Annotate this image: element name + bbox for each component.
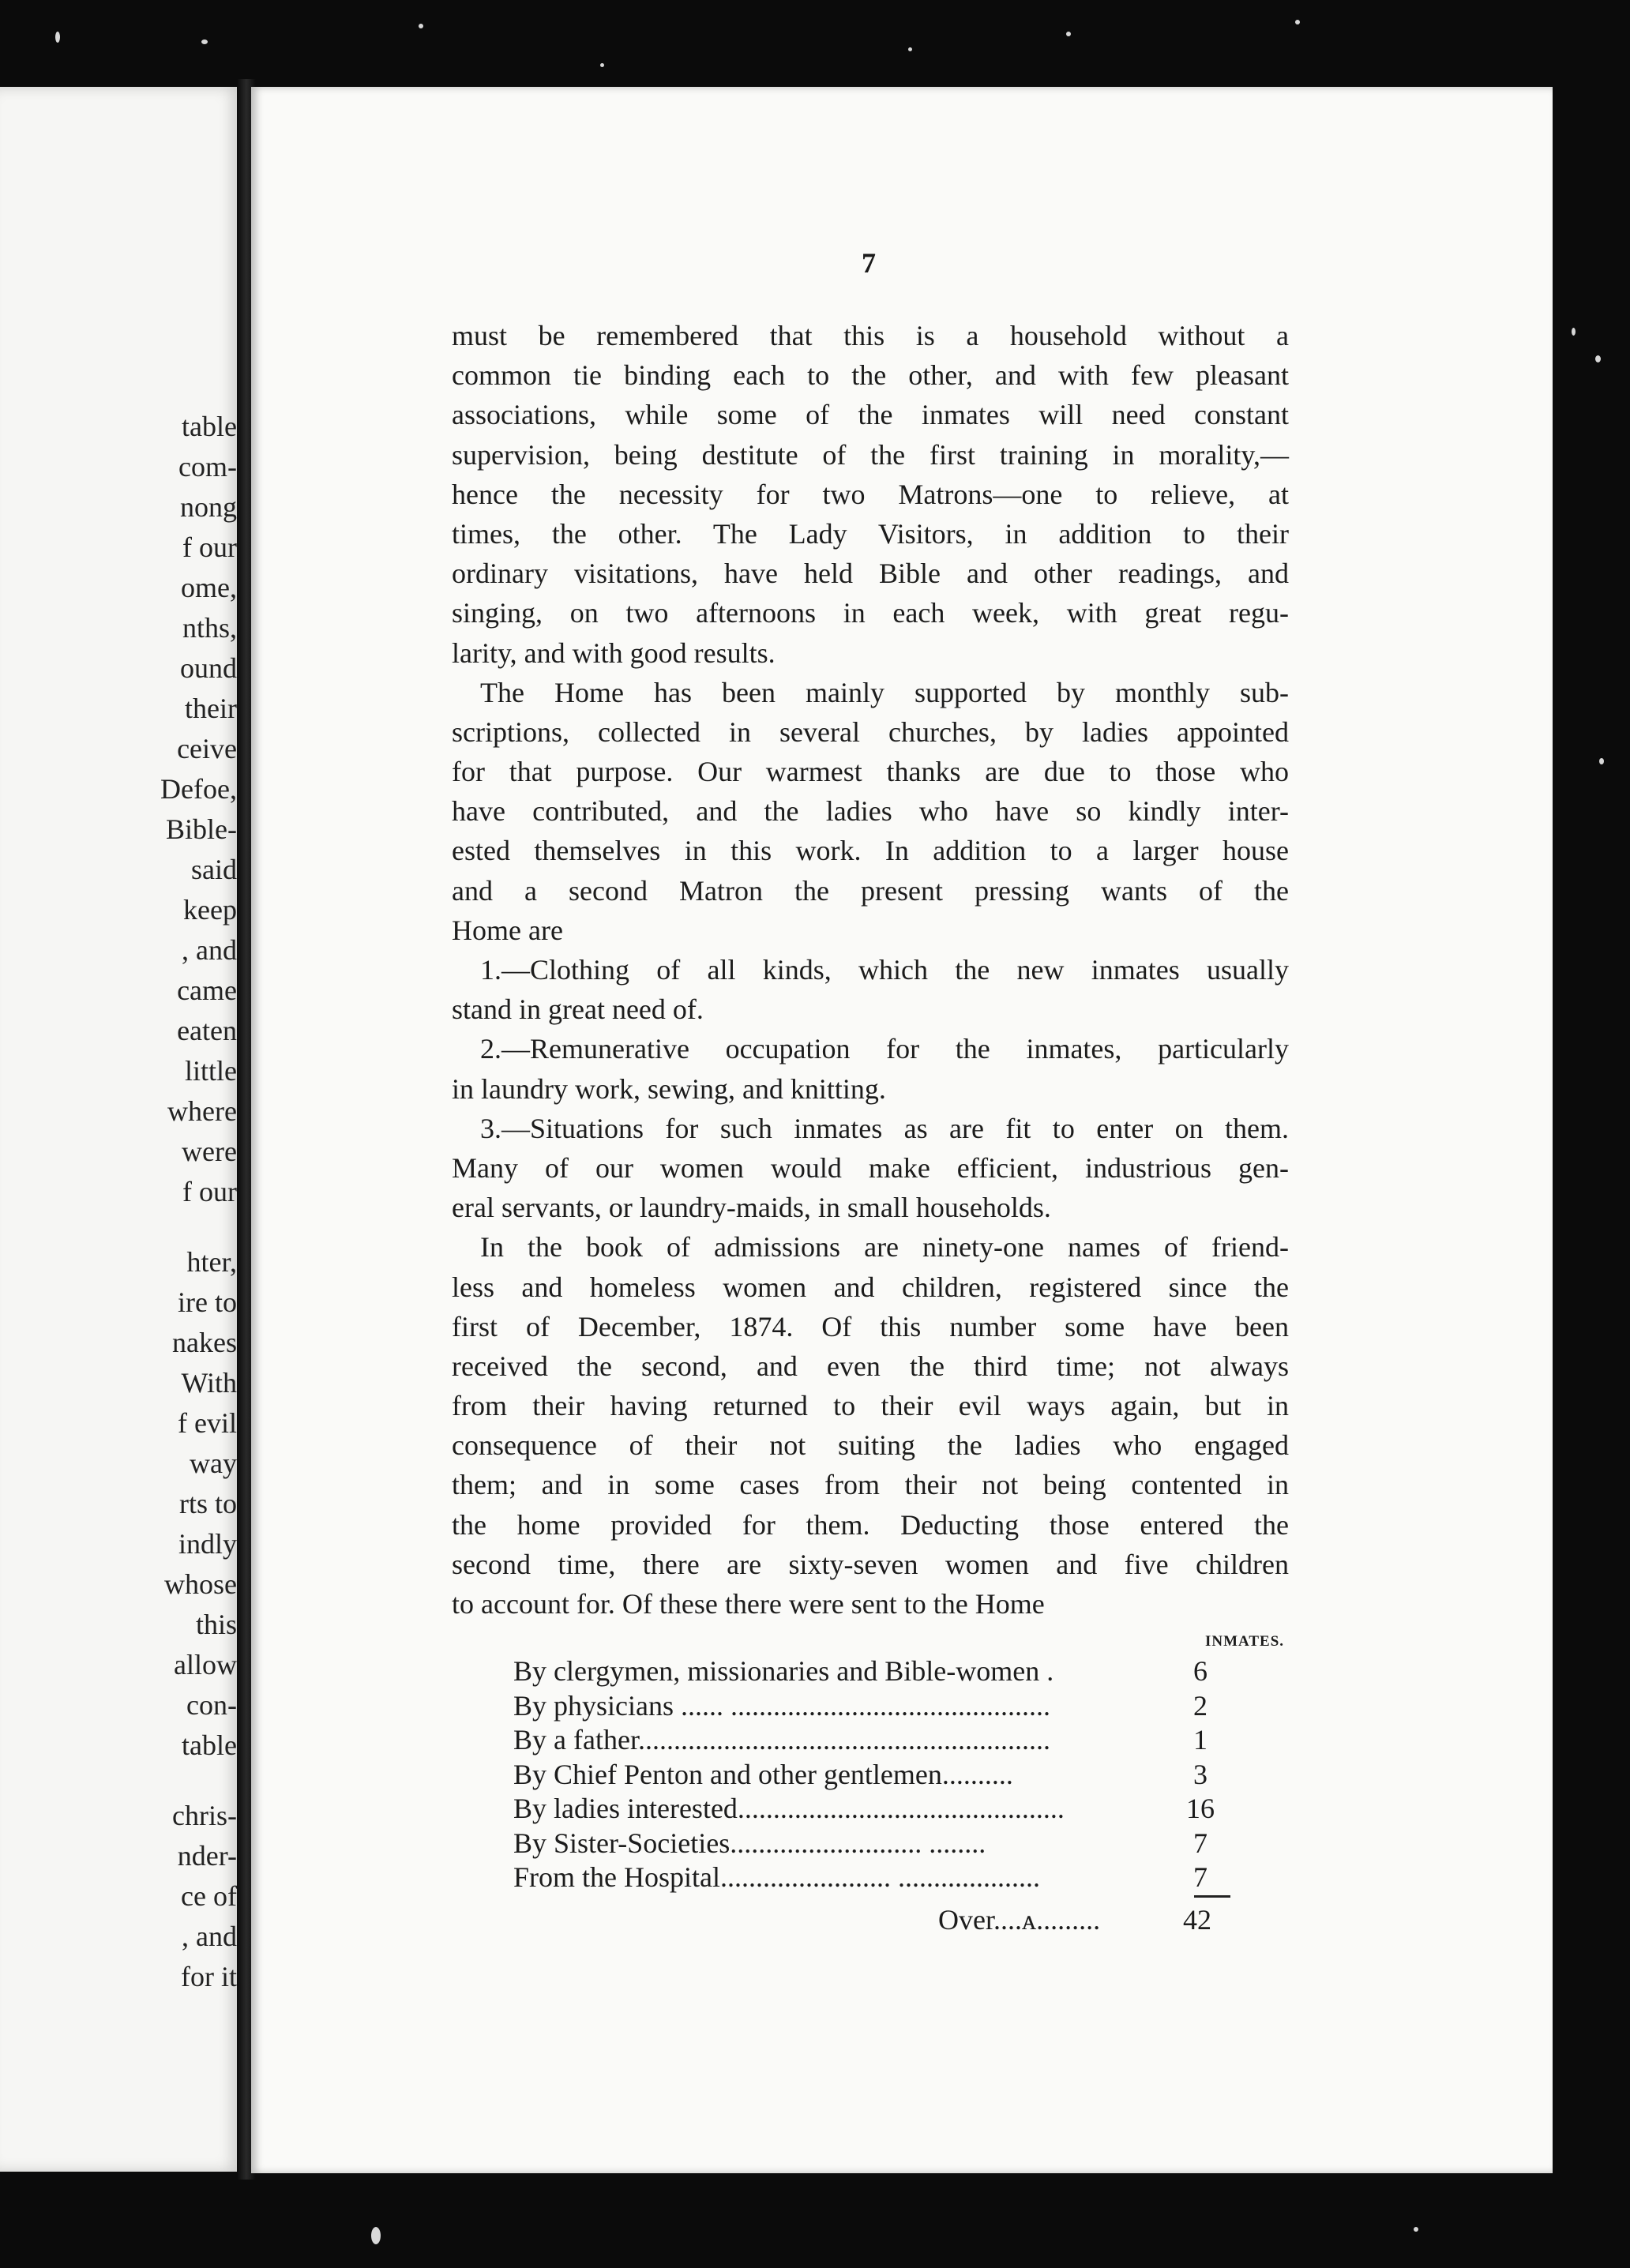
row-label: By a father.......................................................... — [513, 1724, 1050, 1755]
text-line: ordinary visitations, have held Bible and other readings, and — [452, 558, 1289, 590]
row-value: 7 — [1193, 1861, 1207, 1893]
scan-speck — [908, 47, 912, 51]
total-row — [938, 1903, 1238, 1936]
scan-speck — [1414, 2227, 1418, 2232]
left-page-line: nths, — [182, 612, 237, 644]
left-page-line: nder- — [177, 1840, 237, 1872]
text-line: times, the other. The Lady Visitors, in addition to their — [452, 517, 1289, 550]
text-line: 1.—Clothing of all kinds, which the new inmates usually — [480, 954, 1289, 986]
text-line: and a second Matron the present pressing wants of the — [452, 874, 1289, 907]
text-line: eral servants, or laundry-maids, in small households. — [452, 1192, 1051, 1224]
text-line: in laundry work, sewing, and knitting. — [452, 1072, 886, 1105]
text-line: the home provided for them. Deducting those entered the — [452, 1508, 1289, 1541]
left-page-line: indly — [178, 1528, 237, 1560]
table-row — [513, 1654, 1240, 1689]
row-label: By physicians ...... ............................................. — [513, 1689, 1050, 1722]
text-line: consequence of their not suiting the ladies who engaged — [452, 1429, 1289, 1462]
left-page-text — [0, 407, 237, 1997]
row-label: By ladies interested.............................................. — [513, 1793, 1065, 1824]
text-line: Home are — [452, 914, 563, 946]
table-row — [513, 1758, 1240, 1793]
left-page-line: nakes — [172, 1327, 237, 1358]
text-line: second time, there are sixty-seven women and five children — [452, 1548, 1289, 1580]
table-row — [513, 1792, 1240, 1827]
text-line: stand in great need of. — [452, 993, 704, 1026]
left-page-line: ound — [180, 652, 237, 684]
left-page-line — [0, 1212, 237, 1242]
text-line: supervision, being destitute of the first training in morality,— — [452, 438, 1289, 471]
scan-speck — [1066, 32, 1071, 36]
left-page-line: whose — [164, 1568, 237, 1600]
text-line: larity, and with good results. — [452, 636, 776, 669]
scan-speck — [1599, 758, 1604, 764]
left-page-line: Defoe, — [160, 773, 237, 805]
scan-speck — [600, 63, 604, 67]
page-number: 7 — [862, 247, 876, 279]
left-page-line: came — [177, 974, 237, 1006]
row-value: 6 — [1193, 1655, 1207, 1687]
left-page-line: , and — [182, 934, 237, 966]
left-page-line: com- — [178, 451, 237, 483]
left-page-line: keep — [183, 894, 237, 926]
text-line: scriptions, collected in several churches, by ladies appointed — [452, 715, 1289, 748]
text-line: from their having returned to their evil ways again, but in — [452, 1390, 1289, 1422]
table-row — [513, 1723, 1240, 1758]
text-line: them; and in some cases from their not being contented in — [452, 1469, 1289, 1501]
left-page-line: chris- — [172, 1800, 237, 1831]
left-page-line: ire to — [178, 1286, 237, 1318]
table-row — [513, 1827, 1240, 1861]
scan-speck — [201, 39, 208, 44]
left-page-line: this — [195, 1609, 237, 1640]
left-page-line: eaten — [177, 1015, 237, 1046]
text-line: must be remembered that this is a household without a — [452, 320, 1289, 351]
total-rule — [1194, 1895, 1230, 1898]
left-page-line: Bible- — [166, 813, 237, 845]
row-label: By clergymen, missionaries and Bible-women . — [513, 1655, 1054, 1687]
left-page-line: where — [167, 1095, 237, 1127]
total-label: Over....ᴀ......... — [938, 1904, 1101, 1936]
scan-speck — [1595, 355, 1601, 362]
text-line: have contributed, and the ladies who have so kindly inter- — [452, 795, 1289, 828]
row-value: 16 — [1186, 1793, 1215, 1824]
text-line: associations, while some of the inmates will need constant — [452, 399, 1289, 431]
left-page-line: rts to — [178, 1488, 237, 1519]
text-line: for that purpose. Our warmest thanks are due to those who — [452, 756, 1289, 788]
left-page-line: were — [182, 1136, 237, 1167]
left-page-line — [0, 1766, 237, 1796]
row-label: By Sister-Societies........................... ........ — [513, 1827, 986, 1859]
text-line: singing, on two afternoons in each week, with great regu- — [452, 597, 1289, 629]
table-row — [513, 1689, 1240, 1724]
text-line: 2.—Remunerative occupation for the inmates, particularly — [480, 1033, 1289, 1065]
left-page-line: allow — [174, 1649, 237, 1680]
left-page-line: con- — [186, 1689, 237, 1721]
row-value: 1 — [1193, 1724, 1207, 1755]
text-line: first of December, 1874. Of this number some have been — [452, 1310, 1289, 1342]
row-value: 3 — [1193, 1758, 1207, 1790]
text-line: received the second, and even the third time; not always — [452, 1350, 1289, 1382]
left-page-line: f our — [182, 531, 237, 563]
text-line: The Home has been mainly supported by monthly sub- — [480, 676, 1289, 708]
row-value: 2 — [1193, 1689, 1207, 1722]
scan-speck — [55, 32, 60, 43]
text-line: hence the necessity for two Matrons—one to relieve, at — [452, 478, 1289, 510]
row-value: 7 — [1193, 1827, 1207, 1859]
inmates-column-header: INMATES. — [1205, 1633, 1285, 1650]
left-page-line: table — [182, 411, 237, 442]
left-page-line: way — [190, 1448, 237, 1479]
left-page-line: ome, — [181, 572, 237, 603]
scan-speck — [371, 2227, 381, 2244]
page-body — [452, 316, 1289, 1624]
left-page — [0, 87, 243, 2172]
text-line: Many of our women would make efficient, industrious gen- — [452, 1151, 1289, 1184]
inmates-table — [513, 1654, 1240, 1895]
scan-speck — [419, 24, 423, 28]
left-page-line: f our — [182, 1176, 237, 1207]
row-label: From the Hospital........................ .................... — [513, 1861, 1040, 1893]
left-page-line: With — [181, 1367, 237, 1399]
left-page-line: hter, — [186, 1246, 237, 1278]
scan-speck — [1572, 328, 1576, 336]
row-label: By Chief Penton and other gentlemen.......... — [513, 1758, 1013, 1790]
text-line: ested themselves in this work. In addition to a larger house — [452, 835, 1289, 867]
left-page-line: ceive — [177, 733, 237, 764]
text-line: to account for. Of these there were sent to the Home — [452, 1588, 1045, 1620]
left-page-line: little — [185, 1055, 237, 1087]
text-line: less and homeless women and children, registered since the — [452, 1271, 1289, 1303]
left-page-line: , and — [182, 1921, 237, 1952]
left-page-line: table — [182, 1729, 237, 1761]
left-page-line: said — [191, 854, 237, 885]
left-page-line: for it — [181, 1961, 237, 1992]
text-line: 3.—Situations for such inmates as are fit to enter on them. — [480, 1112, 1289, 1144]
total-value: 42 — [1183, 1904, 1211, 1936]
left-page-line: f evil — [178, 1407, 237, 1439]
left-page-line: nong — [180, 491, 237, 523]
left-page-line: their — [185, 693, 237, 724]
table-row — [513, 1861, 1240, 1895]
text-line: common tie binding each to the other, and with few pleasant — [452, 359, 1289, 392]
text-line: In the book of admissions are ninety-one names of friend- — [480, 1231, 1289, 1264]
left-page-line: ce of — [181, 1880, 237, 1912]
scan-speck — [1295, 20, 1300, 24]
